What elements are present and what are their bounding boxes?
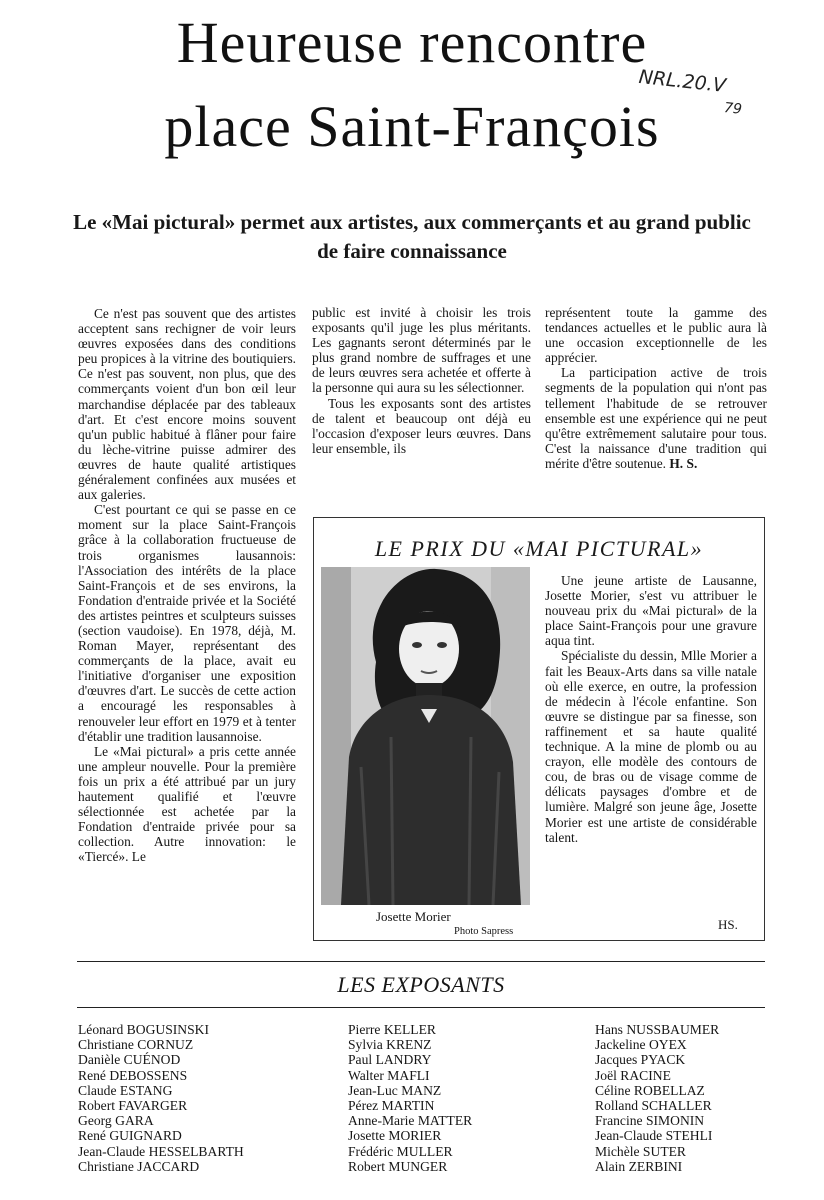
exhibitor-name: Georg GARA bbox=[78, 1113, 154, 1129]
headline-line-1: Heureuse rencontre bbox=[176, 10, 648, 75]
exhibitor-name: Paul LANDRY bbox=[348, 1052, 432, 1068]
exhibitor-name: René GUIGNARD bbox=[78, 1128, 182, 1144]
exhibitor-name: Léonard BOGUSINSKI bbox=[78, 1022, 210, 1037]
prize-paragraph: Spécialiste du dessin, Mlle Morier a fait les Beaux-Arts dans sa ville natale où elle exerce, en outre, la profession de médecin à l'école enfantine. Son œuvre se distingue par sa finesse, son raffinement et sa haute qualité technique. A la mine de plomb ou au crayon, elle modèle des contours de cou, de bras ou de visage comme de délicats paysages d'ombre et de lumière. Malgré son jeune âge, Josette Morier est une artiste de considérable talent. bbox=[545, 648, 757, 845]
portrait-image bbox=[321, 567, 530, 905]
headline-line-2: place Saint-François bbox=[164, 94, 660, 159]
exhibitor-name: Francine SIMONIN bbox=[595, 1113, 705, 1129]
handwritten-note-year: 79 bbox=[723, 100, 743, 118]
divider-top bbox=[77, 961, 765, 962]
handwritten-note-text: NRL.20.V bbox=[637, 66, 727, 98]
article-paragraph: représentent toute la gamme des tendances actuelles et le public aura là une occasion exceptionnelle de les apprécier. bbox=[545, 305, 767, 366]
article-column-3 bbox=[545, 305, 767, 471]
exhibitor-name: Alain ZERBINI bbox=[595, 1158, 683, 1174]
artist-photo bbox=[321, 567, 530, 905]
exhibitor-name: Joël RACINE bbox=[595, 1067, 671, 1083]
exhibitors-column-2 bbox=[348, 1022, 472, 1174]
article-paragraph bbox=[545, 365, 767, 471]
article-paragraph: Tous les exposants sont des artistes de talent et beaucoup ont déjà eu l'occasion d'exposer leurs œuvres. Dans leur ensemble, ils bbox=[312, 395, 531, 456]
exhibitor-name: Jacques PYACK bbox=[595, 1052, 686, 1068]
prize-box-signature: HS. bbox=[718, 917, 738, 932]
exhibitor-name: Christiane CORNUZ bbox=[78, 1037, 194, 1053]
exhibitor-name: Michèle SUTER bbox=[595, 1143, 686, 1159]
exhibitor-name: Jackeline OYEX bbox=[595, 1037, 687, 1053]
exhibitor-name: Sylvia KRENZ bbox=[348, 1037, 432, 1053]
exhibitor-name: Danièle CUÉNOD bbox=[78, 1052, 181, 1068]
article-column-1 bbox=[78, 306, 296, 864]
exhibitors-title: LES EXPOSANTS bbox=[337, 972, 505, 997]
exhibitor-name: Robert FAVARGER bbox=[78, 1098, 188, 1114]
exhibitor-name: Josette MORIER bbox=[348, 1128, 442, 1144]
subheadline: Le «Mai pictural» permet aux artistes, aux commerçants et au grand public de faire connaissance bbox=[73, 210, 751, 263]
exhibitor-name: Hans NUSSBAUMER bbox=[595, 1022, 720, 1037]
divider-bottom bbox=[77, 1007, 765, 1008]
article-paragraph: public est invité à choisir les trois exposants qu'il juge les plus méritants. Les gagnants seront déterminés par le plus grand nombre de suffrages et une de leurs œuvres sera achetée et offerte à la personne qui aura su les sélectionner. bbox=[312, 305, 531, 396]
article-paragraph-text: La participation active de trois segments de la population qui n'ont pas tellement l'habitude de se retrouver ensemble est une expérience qui ne peut qu'être extrêmement salutaire pour tous. C'est la naissance d'une tradition qui mérite d'être soutenue. bbox=[545, 365, 767, 471]
exhibitor-name: Pérez MARTIN bbox=[348, 1098, 435, 1114]
article-paragraph: Le «Mai pictural» a pris cette année une ampleur nouvelle. Pour la première fois un prix a été attribué par un jury hautement qualifié et l'œuvre sélectionnée est achetée par la Fondation d'entraide privée pour sa collection. Autre innovation: le «Tiercé». Le bbox=[78, 743, 296, 865]
exhibitor-name: Jean-Claude HESSELBARTH bbox=[78, 1143, 244, 1159]
article-paragraph: C'est pourtant ce qui se passe en ce moment sur la place Saint-François grâce à la collaboration fructueuse de trois organismes lausannois: l'Association des intérêts de la place Saint-François et de ses environs, la Fondation d'entraide privée et la Société des artistes peintres et sculpteurs suisses (section vaudoise). En 1978, déjà, M. Roman Mayer, représentant des commerçants de la place, avait eu l'initiative d'organiser une exposition d'œuvres d'art. Le succès de cette action a encouragé les responsables à renouveler leur effort en 1979 et à tenter d'établir une tradition lausannoise. bbox=[78, 502, 296, 744]
exhibitor-name: Rolland SCHALLER bbox=[595, 1098, 712, 1114]
photo-caption: Josette Morier bbox=[376, 909, 451, 924]
article-column-2 bbox=[312, 305, 531, 456]
exhibitor-name: Christiane JACCARD bbox=[78, 1158, 200, 1174]
prize-paragraph: Une jeune artiste de Lausanne, Josette Morier, s'est vu attribuer le nouveau prix du «Mai pictural» de la place Saint-François pour une gravure aqua tint. bbox=[545, 573, 757, 649]
exhibitor-name: Jean-Luc MANZ bbox=[348, 1082, 442, 1098]
exhibitor-name: Frédéric MULLER bbox=[348, 1143, 453, 1159]
exhibitor-name: Céline ROBELLAZ bbox=[595, 1082, 705, 1098]
article-paragraph: Ce n'est pas souvent que des artistes acceptent sans rechigner de voir leurs œuvres exposées dans des conditions peu propices à la vitrine des boutiquiers. Ce n'est pas souvent, non plus, que des commerçants voient d'un bon œil leur marchandise déplacée par des tableaux d'art. Et c'est encore moins souvent qu'un public habitué à flâner pour faire du lèche-vitrine puisse admirer des œuvres de haute qualité artistiques généralement confinées aux musées et aux galeries. bbox=[78, 306, 296, 503]
exhibitor-name: Claude ESTANG bbox=[78, 1082, 173, 1098]
prize-box-text bbox=[545, 573, 757, 845]
exhibitor-name: Walter MAFLI bbox=[348, 1067, 430, 1083]
photo-credit: Photo Sapress bbox=[454, 926, 514, 937]
exhibitor-name: Pierre KELLER bbox=[348, 1022, 436, 1037]
exhibitor-name: Jean-Claude STEHLI bbox=[595, 1128, 713, 1144]
exhibitors-column-3 bbox=[595, 1022, 719, 1174]
exhibitors-column-1 bbox=[78, 1022, 244, 1174]
exhibitor-name: Robert MUNGER bbox=[348, 1158, 448, 1174]
exhibitor-name: René DEBOSSENS bbox=[78, 1067, 188, 1083]
article-signature: H. S. bbox=[669, 455, 698, 471]
prize-box-title: LE PRIX DU «MAI PICTURAL» bbox=[374, 536, 704, 561]
exhibitor-name: Anne-Marie MATTER bbox=[348, 1113, 473, 1129]
